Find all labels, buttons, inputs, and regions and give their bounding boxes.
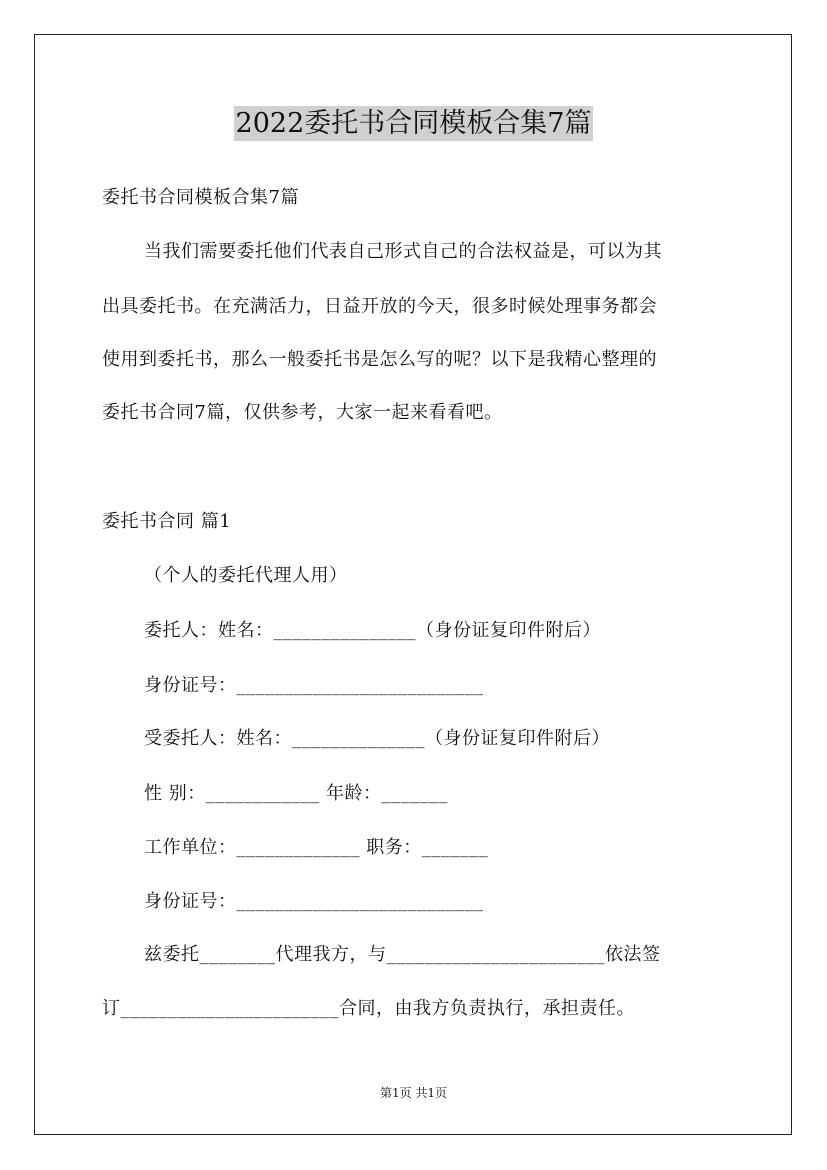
- form-line-gender-age: 性 别：____________ 年龄：_______: [144, 783, 448, 804]
- closing-line-2: 订_______________________合同，由我方负责执行，承担责任。: [102, 998, 635, 1019]
- document-title-text: 2022委托书合同模板合集7篇: [235, 108, 592, 139]
- form-line-principal-name: 委托人：姓名：_______________（身份证复印件附后）: [144, 620, 601, 641]
- page-footer: 第1页 共1页: [379, 1086, 448, 1100]
- form-line-workplace-position: 工作单位：_____________ 职务：_______: [144, 837, 489, 858]
- intro-line-3: 使用到委托书，那么一般委托书是怎么写的呢？以下是我精心整理的: [102, 349, 657, 370]
- closing-line-1: 兹委托________代理我方，与_______________________依法签: [144, 944, 661, 965]
- intro-line-2: 出具委托书。在充满活力，日益开放的今天，很多时候处理事务都会: [102, 296, 657, 317]
- document-subtitle: 委托书合同模板合集7篇: [102, 187, 299, 208]
- form-line-principal-id: 身份证号：__________________________: [144, 675, 484, 696]
- section-heading: 委托书合同 篇1: [102, 511, 232, 532]
- document-title: [0, 101, 827, 140]
- form-line-agent-name: 受委托人：姓名：______________（身份证复印件附后）: [144, 728, 610, 749]
- form-line-usage: （个人的委托代理人用）: [144, 565, 348, 586]
- intro-line-1: 当我们需要委托他们代表自己形式自己的合法权益是，可以为其: [144, 241, 662, 262]
- form-line-agent-id: 身份证号：__________________________: [144, 891, 484, 912]
- intro-line-4: 委托书合同7篇，仅供参考，大家一起来看看吧。: [102, 402, 503, 423]
